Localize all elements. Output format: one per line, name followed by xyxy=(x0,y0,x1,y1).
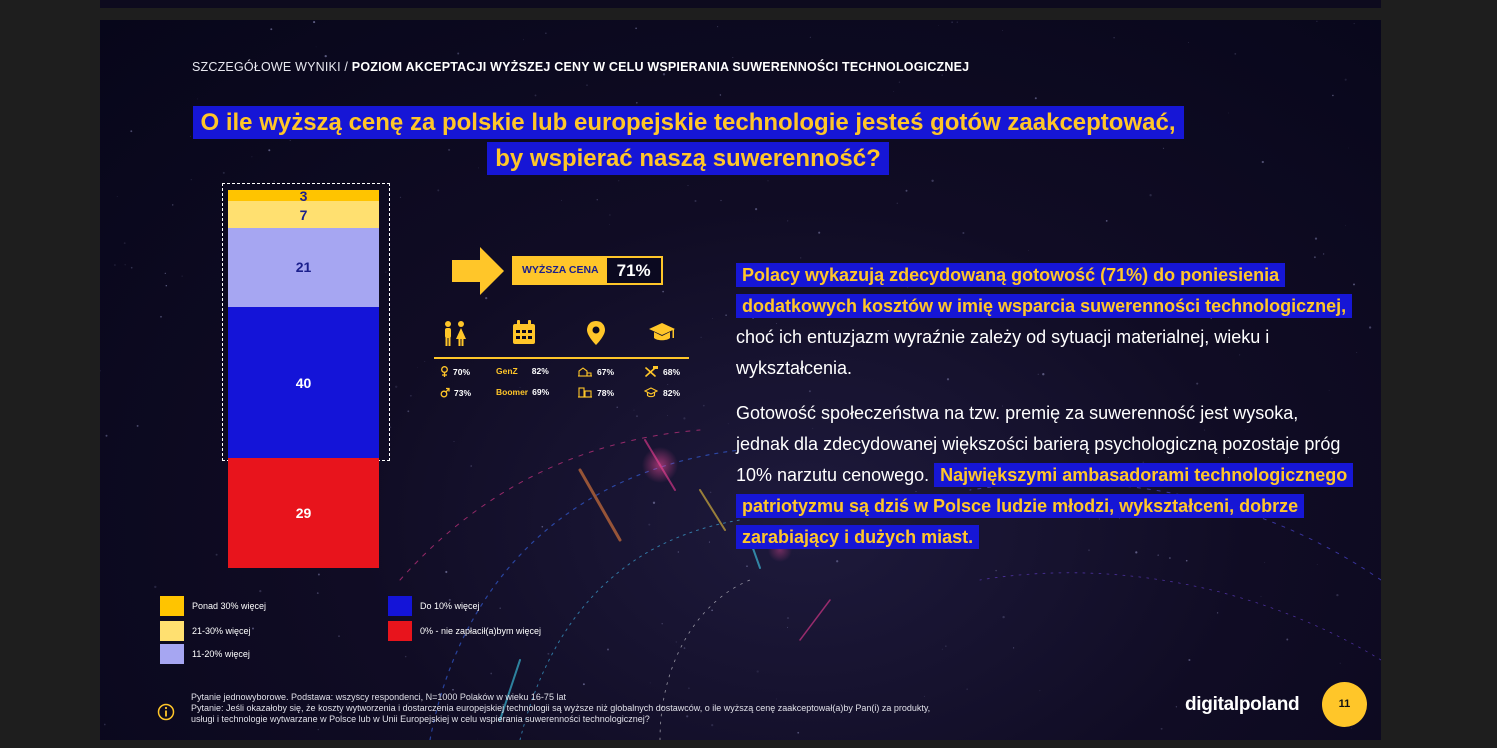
footnote xyxy=(191,692,951,725)
footnote-base: Pytanie jednowyborowe. Podstawa: wszyscy respondenci, N=1000 Polaków w wieku 16-75 lat xyxy=(191,692,566,702)
legend-swatch xyxy=(160,621,184,641)
small-town-icon xyxy=(578,366,592,377)
summary-paragraph-2 xyxy=(736,398,1356,553)
bar-data-label: 21 xyxy=(295,259,312,276)
legend-label: Do 10% więcej xyxy=(420,601,480,611)
legend-swatch xyxy=(388,621,412,641)
stat-value: 68% xyxy=(663,366,681,377)
legend-item xyxy=(160,596,266,616)
male-icon xyxy=(440,387,450,398)
bar-data-label: 40 xyxy=(295,374,312,391)
calendar-icon xyxy=(512,320,536,346)
higher-price-value: 71% xyxy=(607,258,661,283)
summary-paragraph-1 xyxy=(736,260,1356,384)
demographics-divider xyxy=(434,357,689,359)
stat-male xyxy=(440,387,471,398)
city-icon xyxy=(578,387,592,398)
legend-label: Ponad 30% więcej xyxy=(192,601,267,611)
summary-text-1: choć ich entuzjazm wyraźnie zależy od sytuacji materialnej, wieku i wykształcenia. xyxy=(736,327,1270,378)
location-icon xyxy=(586,320,606,346)
stat-value: 67% xyxy=(597,366,615,377)
legend-label: 21-30% więcej xyxy=(192,626,251,636)
footnote-question: Pytanie: Jeśli okazałoby się, że koszty wytworzenia i dostarczenia europejskiej technologii są wyższe niż globalnych dostawców, o ile wyższą cenę zaakceptował(a)by Pan(i) za produkty, usługi i technologie wytwarzane w Polsce lub w Unii Europejskiej w celu wspierania suwerenności technologicznej? xyxy=(191,703,931,724)
legend-label: 11-20% więcej xyxy=(192,649,250,659)
higher-price-label: WYŻSZA CENA xyxy=(522,264,599,276)
stat-value: 70% xyxy=(453,366,471,377)
stat-value: 73% xyxy=(454,387,472,398)
tools-icon xyxy=(644,366,658,377)
higher-price-box xyxy=(512,256,663,285)
bar-data-label: 29 xyxy=(295,505,312,522)
stat-value: 82% xyxy=(531,366,549,376)
stat-value: 69% xyxy=(532,387,550,397)
stat-value: 82% xyxy=(663,387,681,398)
stat-small-town xyxy=(578,366,614,377)
legend-swatch xyxy=(388,596,412,616)
breadcrumb-topic: POZIOM AKCEPTACJI WYŻSZEJ CENY W CELU WSPIERANIA SUWERENNOŚCI TECHNOLOGICZNEJ xyxy=(351,60,970,74)
page-number: 11 xyxy=(1322,682,1367,727)
bar-data-label: 3 xyxy=(299,187,308,204)
legend-item xyxy=(388,596,480,616)
graduation-cap-icon xyxy=(648,320,676,344)
bar-data-label: 7 xyxy=(299,206,308,223)
legend-item xyxy=(160,621,251,641)
slide xyxy=(100,20,1381,740)
legend-swatch xyxy=(160,644,184,664)
stat-higher-education xyxy=(644,387,680,398)
female-icon xyxy=(440,366,449,377)
title-line-1: O ile wyższą cenę za polskie lub europejskie technologie jesteś gotów zaakceptować, xyxy=(193,106,1184,139)
stat-boomer xyxy=(496,387,549,397)
stat-female xyxy=(440,366,470,377)
previous-slide-edge xyxy=(100,0,1381,8)
info-icon xyxy=(157,703,175,721)
stat-value: 78% xyxy=(597,387,615,398)
summary-text-2: Gotowość społeczeństwa na tzw. premię za suwerenność jest wysoka, jednak dla zdecydowanej większości barierą psychologiczną pozostaje próg 10% narzutu cenowego. xyxy=(736,403,1341,485)
summary-highlight-1: Polacy wykazują zdecydowaną gotowość (71%) do poniesienia dodatkowych kosztów w imię wsparcia suwerenności technologicznej, xyxy=(736,263,1352,318)
title-line-2: by wspierać naszą suwerenność? xyxy=(487,142,889,175)
stat-big-city xyxy=(578,387,614,398)
breadcrumb xyxy=(192,60,969,74)
arrow-right-icon xyxy=(452,247,504,295)
page-title xyxy=(100,105,1276,177)
stat-genz xyxy=(496,366,549,376)
summary-highlight-2: Największymi ambasadorami technologicznego patriotyzmu są dziś w Polsce ludzie młodzi, wykształceni, dobrze zarabiający i dużych miast. xyxy=(736,463,1353,549)
cap-icon xyxy=(644,387,658,398)
legend-item xyxy=(160,644,250,664)
stat-label: Boomer xyxy=(496,387,529,397)
legend-label: 0% - nie zapłacił(a)bym więcej xyxy=(420,626,542,636)
stat-label: GenZ xyxy=(496,366,518,376)
legend-swatch xyxy=(160,596,184,616)
breadcrumb-section: SZCZEGÓŁOWE WYNIKI / xyxy=(192,60,352,74)
stat-vocational xyxy=(644,366,680,377)
digitalpoland-logo: digitalpoland xyxy=(1185,694,1300,715)
legend-item xyxy=(388,621,541,641)
gender-icon xyxy=(442,320,468,348)
